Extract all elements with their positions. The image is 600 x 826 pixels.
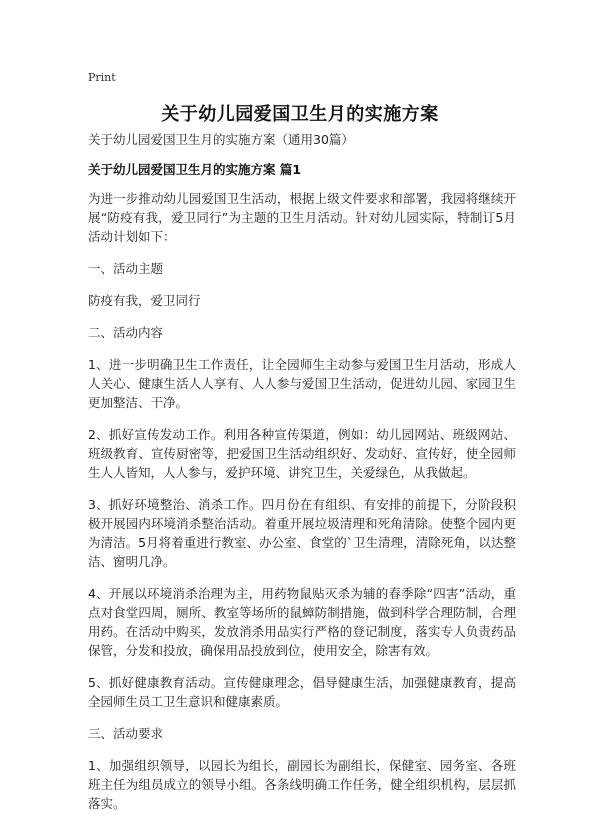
intro-paragraph: 为进一步推动幼儿园爱国卫生活动，根据上级文件要求和部署，我园将继续开展“防疫有我，爱卫同行”为主题的卫生月活动。针对幼儿园实际，特制订5月活动计划如下： (88, 191, 516, 244)
activity-theme-text: 防疫有我，爱卫同行 (88, 293, 201, 308)
document-subtitle: 关于幼儿园爱国卫生月的实施方案（通用30篇） (88, 132, 354, 147)
heading-activity-requirements: 三、活动要求 (88, 726, 164, 741)
section-heading: 关于幼儿园爱国卫生月的实施方案 篇1 (88, 162, 302, 177)
document-title: 关于幼儿园爱国卫生月的实施方案 (161, 104, 439, 125)
content-item-2: 2、抓好宣传发动工作。利用各种宣传渠道，例如：幼儿园网站、班级网站、班级教育、宣传厨密等，把爱国卫生活动组织好、发动好、宣传好，使全园师生人人皆知，人人参与，爱护环境、讲究卫生，关爱绿色，从我做起。 (88, 427, 516, 480)
content-item-1: 1、进一步明确卫生工作责任，让全园师生主动参与爱国卫生月活动，形成人人关心、健康生活人人享有、人人参与爱国卫生活动，促进幼儿园、家园卫生更加整洁、干净。 (88, 357, 516, 410)
print-link[interactable]: Print (88, 71, 116, 84)
heading-activity-theme: 一、活动主题 (88, 261, 164, 276)
content-item-5: 5、抓好健康教育活动。宣传健康理念，倡导健康生活，加强健康教育，提高全园师生员工卫生意识和健康素质。 (88, 675, 516, 709)
content-item-4: 4、开展以环境消杀治理为主，用药物鼠贴灭杀为辅的春季除“四害”活动，重点对食堂四周，厕所、教室等场所的鼠蟑防制措施，做到科学合理防制，合理用药。在活动中购买，发放消杀用品实行严格的登记制度，落实专人负责药品保管，分发和投放，确保用品投放到位，使用安全，除害有效。 (88, 586, 516, 658)
heading-activity-content: 二、活动内容 (88, 325, 164, 340)
document-body (88, 130, 516, 826)
content-item-3: 3、抓好环境整治、消杀工作。四月份在有组织、有安排的前提下，分阶段积极开展园内环境消杀整治活动。着重开展垃圾清理和死角清除。使整个园内更为清洁。5月将着重进行教室、办公室、食堂的`卫生清理，清除死角，以达整洁、窗明几净。 (88, 497, 516, 569)
requirement-item-1: 1、加强组织领导，以园长为组长，副园长为副组长，保健室、园务室、各班班主任为组员成立的领导小组。各条线明确工作任务，健全组织机构，层层抓落实。 (88, 758, 516, 811)
